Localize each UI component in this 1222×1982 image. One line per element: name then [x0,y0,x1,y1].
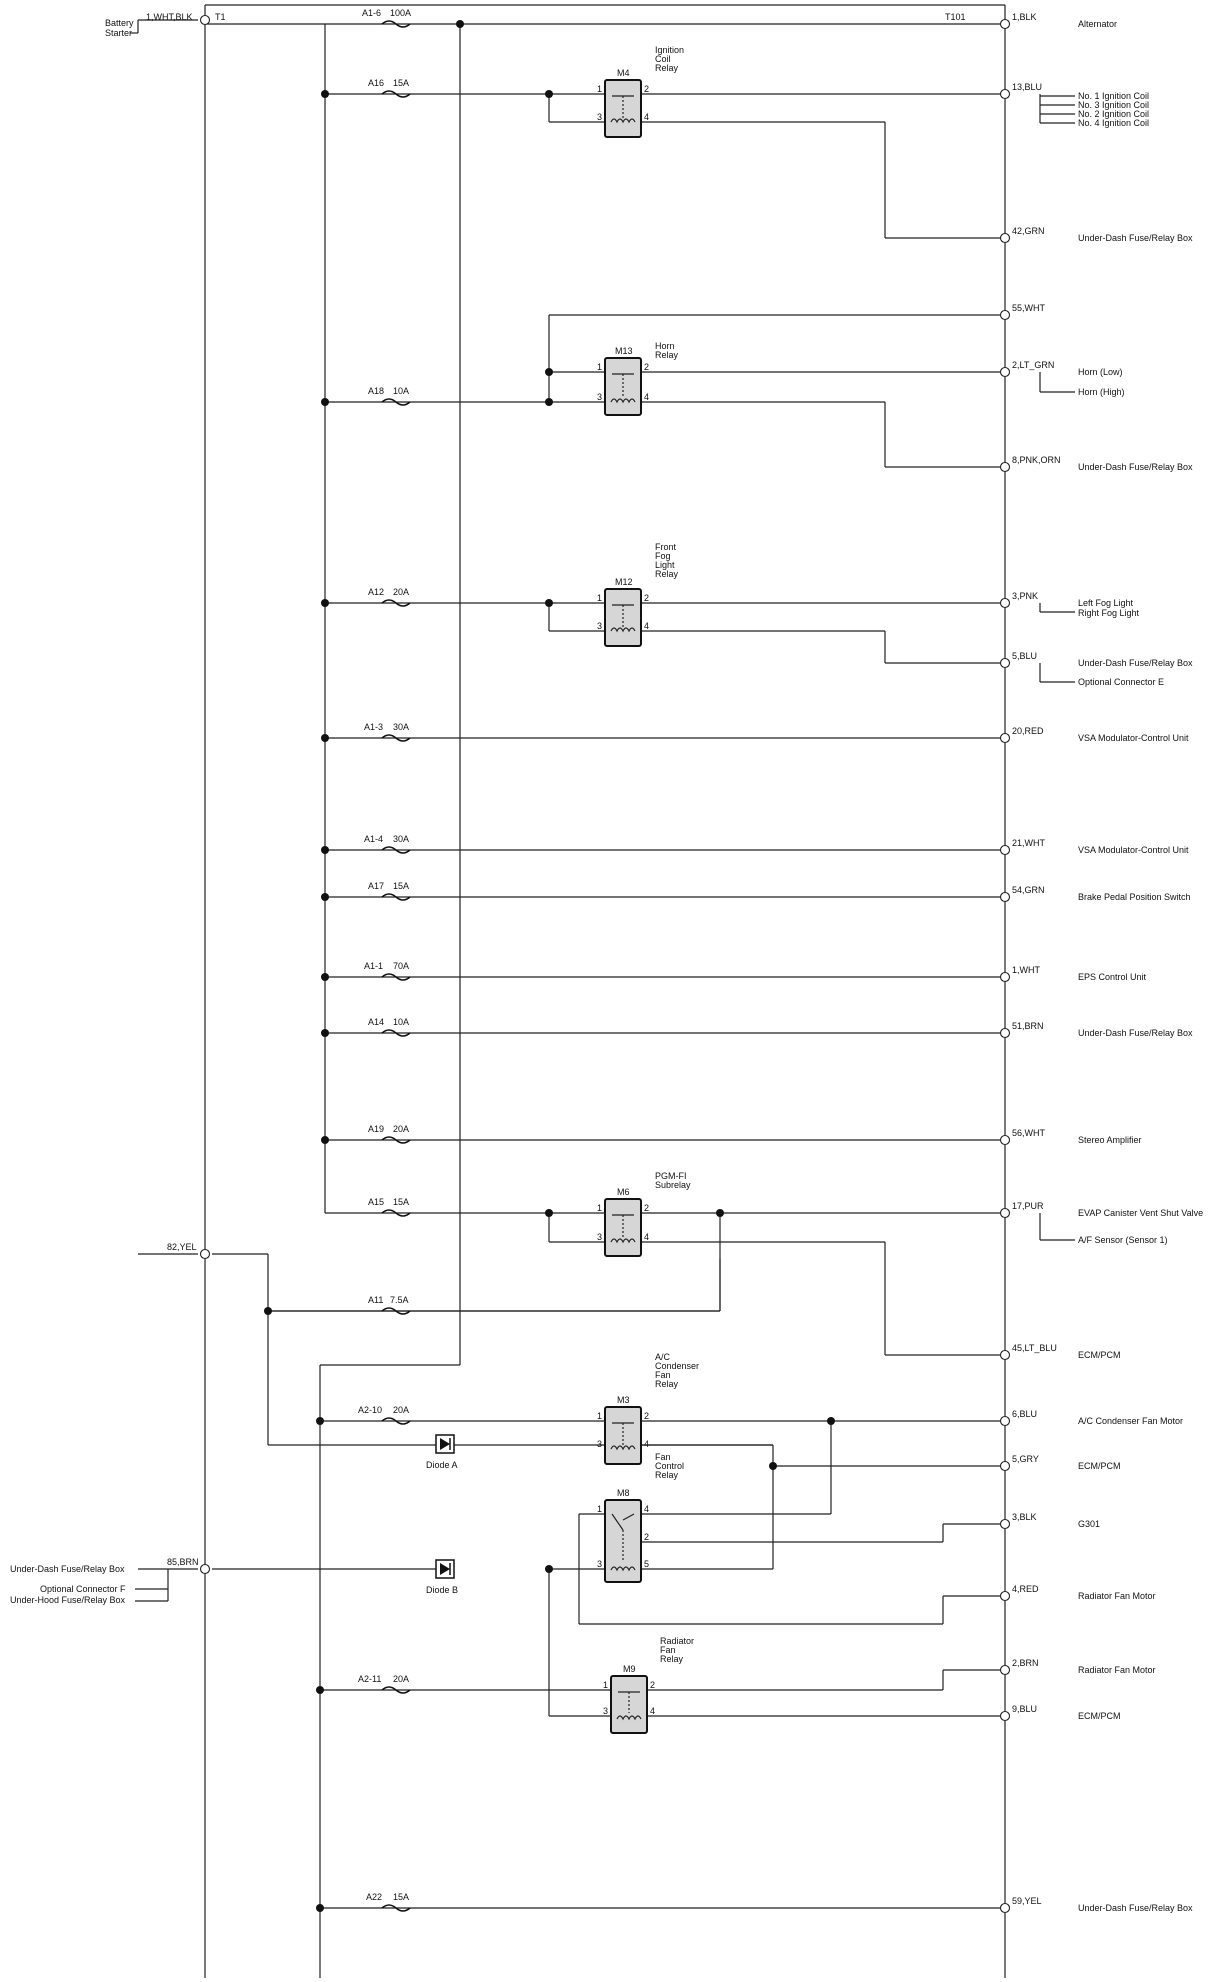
left-input-82-label: 82,YEL [167,1242,197,1252]
relay-pin: 4 [650,1706,656,1716]
output-dest: ECM/PCM [1078,1350,1121,1360]
fuse-rating: 20A [393,587,410,597]
output-connector: 2,LT_GRN [1012,360,1055,370]
relay-id: M4 [617,68,630,78]
starter-label: Starter [105,28,133,38]
output-connector: 20,RED [1012,726,1044,736]
output-connector: 21,WHT [1012,838,1046,848]
fuse-rating: 15A [393,1197,410,1207]
output-dest: No. 4 Ignition Coil [1078,118,1150,128]
relay-pin: 2 [644,1532,650,1542]
output-dest: Under-Dash Fuse/Relay Box [1078,658,1193,668]
terminals [201,16,1010,1913]
relay-name: Control [655,1461,685,1471]
relay-name: Coil [655,54,671,64]
output-dest: A/F Sensor (Sensor 1) [1078,1235,1168,1245]
relay-pin: 2 [644,362,650,372]
relay-id: M13 [615,346,633,356]
output-connector: 45,LT_BLU [1012,1343,1057,1353]
relay-name: Light [655,560,675,570]
output-connector: 2,BRN [1012,1658,1039,1668]
relay-id: M8 [617,1488,630,1498]
relay-pin: 1 [597,593,603,603]
output-connector: 54,GRN [1012,885,1045,895]
fuse-rating: 15A [393,881,410,891]
left-input-85-dest-2: Optional Connector F [40,1584,126,1594]
output-connector: 9,BLU [1012,1704,1038,1714]
relay-pin: 2 [644,593,650,603]
left-input-85-dest-1: Under-Dash Fuse/Relay Box [10,1564,125,1574]
relay-name: Relay [655,63,679,73]
output-connector: 13,BLU [1012,82,1043,92]
fuse-rating: 100A [390,8,412,18]
output-connector: 56,WHT [1012,1128,1046,1138]
fuse-rating: 7.5A [390,1295,409,1305]
diodes [436,1435,454,1578]
output-dest: Horn (High) [1078,387,1125,397]
output-connector: 5,GRY [1012,1454,1039,1464]
output-connector: 3,PNK [1012,591,1039,601]
relay-pin: 1 [597,1504,603,1514]
t1-label: T1 [215,12,226,22]
fuse-rating: 20A [393,1674,410,1684]
fuse-rating: 30A [393,722,410,732]
relay-pin: 5 [644,1559,650,1569]
output-dest: Optional Connector E [1078,677,1165,687]
relay-pin: 4 [644,392,650,402]
relay-pin: 4 [644,1439,650,1449]
relay-name: A/C [655,1352,671,1362]
fuse-id: A1-3 [364,722,384,732]
output-connector: 1,WHT [1012,965,1040,975]
output-dest: EPS Control Unit [1078,972,1147,982]
relay-id: M6 [617,1187,630,1197]
fuse-rating: 10A [393,1017,410,1027]
relay-pin: 3 [597,1559,603,1569]
labels [10,8,1203,1913]
battery-connector-label: 1,WHT,BLK [146,12,193,22]
relay-pin: 4 [644,1504,650,1514]
output-connector: 59,YEL [1012,1896,1042,1906]
relay-name: Fan [655,1452,671,1462]
relay-pin: 2 [644,1203,650,1213]
relay-id: M3 [617,1395,630,1405]
output-dest: Brake Pedal Position Switch [1078,892,1191,902]
relay-name: Subrelay [655,1180,691,1190]
fuse-id: A18 [368,386,385,396]
relay-pin: 3 [597,1232,603,1242]
output-connector: 8,PNK,ORN [1012,455,1061,465]
relay-name: Fan [660,1645,676,1655]
relay-name: Ignition [655,45,685,55]
output-connector: 17,PUR [1012,1201,1044,1211]
fuse-id: A1-1 [364,961,384,971]
fuse-id: A17 [368,881,385,891]
relay-name: Horn [655,341,675,351]
relay-name: Relay [655,350,679,360]
fuse-id: A12 [368,587,385,597]
fuse-rating: 20A [393,1405,410,1415]
output-dest: VSA Modulator-Control Unit [1078,733,1189,743]
relays [605,80,650,1733]
relay-name: Relay [655,1379,679,1389]
relay-pin: 2 [644,84,650,94]
relay-pin: 4 [644,621,650,631]
fuse-id: A16 [368,78,385,88]
fuse-rating: 20A [393,1124,410,1134]
relay-name: PGM-FI [655,1171,687,1181]
fuse-id: A15 [368,1197,385,1207]
fuse-id: A22 [366,1892,383,1902]
fuse-rating: 15A [393,78,410,88]
output-dest: ECM/PCM [1078,1461,1121,1471]
output-connector: 3,BLK [1012,1512,1037,1522]
relay-name: Radiator [660,1636,695,1646]
diode-b-label: Diode B [426,1585,459,1595]
output-dest: No. 3 Ignition Coil [1078,100,1150,110]
output-dest: Horn (Low) [1078,367,1123,377]
relay-name: Relay [655,1470,679,1480]
output-dest: Radiator Fan Motor [1078,1591,1156,1601]
fuse-id: A2-11 [358,1674,382,1684]
output-connector: 4,RED [1012,1584,1039,1594]
output-dest: VSA Modulator-Control Unit [1078,845,1189,855]
t101-label: T101 [945,12,966,22]
fuse-id: A14 [368,1017,385,1027]
relay-pin: 3 [597,112,603,122]
relay-pin: 3 [597,1439,603,1449]
output-dest: Under-Dash Fuse/Relay Box [1078,462,1193,472]
relay-pin: 4 [644,112,650,122]
output-connector: 6,BLU [1012,1409,1038,1419]
output-connector: 51,BRN [1012,1021,1044,1031]
output-dest: Stereo Amplifier [1078,1135,1142,1145]
relay-id: M12 [615,577,633,587]
fuse-rating: 15A [393,1892,410,1902]
output-dest: Left Fog Light [1078,598,1134,608]
relay-pin: 3 [603,1706,609,1716]
output-dest: Alternator [1078,19,1118,29]
relay-pin: 4 [644,1232,650,1242]
battery-label: Battery [105,18,134,28]
fuse-id: A11 [368,1295,384,1305]
relay-name: Fan [655,1370,671,1380]
output-connector: 1,BLK [1012,12,1037,22]
relay-pin: 1 [603,1680,609,1690]
fuse-rating: 10A [393,386,410,396]
relay-pin: 1 [597,1411,603,1421]
fuse-id: A2-10 [358,1405,383,1415]
fuse-id: A1-4 [364,834,384,844]
output-dest: No. 2 Ignition Coil [1078,109,1150,119]
output-dest: Under-Dash Fuse/Relay Box [1078,1903,1193,1913]
fuse-id: A19 [368,1124,385,1134]
output-dest: G301 [1078,1519,1101,1529]
diode-a-label: Diode A [426,1460,458,1470]
relay-pin: 2 [644,1411,650,1421]
relay-name: Fog [655,551,671,561]
relay-pin: 1 [597,362,603,372]
left-input-85-dest-3: Under-Hood Fuse/Relay Box [10,1595,126,1605]
relay-name: Condenser [655,1361,700,1371]
output-dest: Under-Dash Fuse/Relay Box [1078,233,1193,243]
relay-id: M9 [623,1664,636,1674]
output-dest: No. 1 Ignition Coil [1078,91,1150,101]
relay-pin: 1 [597,84,603,94]
relay-name: Front [655,542,677,552]
fuse-rating: 30A [393,834,410,844]
output-dest: Under-Dash Fuse/Relay Box [1078,1028,1193,1038]
fuse-rating: 70A [393,961,410,971]
relay-pin: 3 [597,392,603,402]
relay-name: Relay [660,1654,684,1664]
output-dest: A/C Condenser Fan Motor [1078,1416,1184,1426]
output-connector: 5,BLU [1012,651,1038,661]
output-dest: Right Fog Light [1078,608,1140,618]
fuse-id: A1-6 [362,8,382,18]
relay-name: Relay [655,569,679,579]
output-connector: 42,GRN [1012,226,1045,236]
output-connector: 55,WHT [1012,303,1046,313]
output-dest: ECM/PCM [1078,1711,1121,1721]
left-input-85-label: 85,BRN [167,1557,199,1567]
relay-pin: 1 [597,1203,603,1213]
output-dest: EVAP Canister Vent Shut Valve [1078,1208,1204,1218]
output-dest: Radiator Fan Motor [1078,1665,1156,1675]
relay-pin: 2 [650,1680,656,1690]
relay-pin: 3 [597,621,603,631]
